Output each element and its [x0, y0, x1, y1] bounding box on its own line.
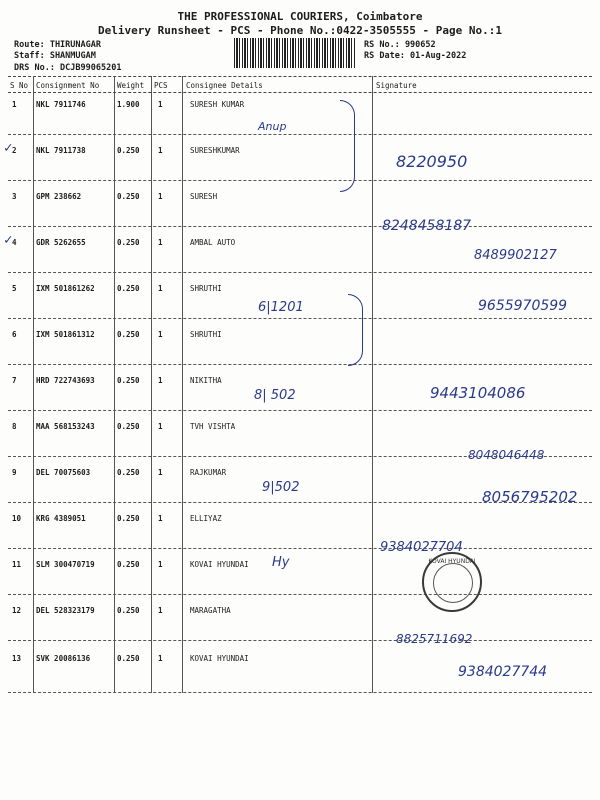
handwritten-annotation: Hy: [272, 555, 290, 570]
checkmark-icon: ✓: [4, 140, 13, 156]
row-pcs: 1: [158, 606, 163, 615]
col-header-signature: Signature: [376, 81, 417, 90]
row-consignment: IXM 501861312: [36, 330, 95, 339]
row-divider: [8, 594, 592, 595]
row-sno: 2: [12, 146, 17, 155]
row-weight: 0.250: [117, 192, 140, 201]
company-stamp: [422, 552, 482, 612]
handwritten-signature: 9384027704: [380, 540, 463, 555]
row-consignment: NKL 7911746: [36, 100, 86, 109]
row-consignment: MAA 568153243: [36, 422, 95, 431]
column-divider: [182, 76, 183, 693]
handwritten-annotation: Anup: [258, 120, 287, 133]
row-consignee: TVH VISHTA: [190, 422, 236, 431]
row-weight: 0.250: [117, 376, 140, 385]
handwritten-signature: 9384027744: [458, 664, 548, 680]
row-consignee: NIKITHA: [190, 376, 222, 385]
row-consignment: DEL 70075603: [36, 468, 91, 477]
row-consignment: SVK 20086136: [36, 654, 91, 663]
row-weight: 0.250: [117, 514, 140, 523]
row-pcs: 1: [158, 654, 163, 663]
row-weight: 0.250: [117, 606, 140, 615]
row-consignee: AMBAL AUTO: [190, 238, 236, 247]
row-divider: [8, 272, 592, 273]
row-consignee: SHRUTHI: [190, 330, 222, 339]
row-consignee: KOVAI HYUNDAI: [190, 654, 249, 663]
barcode-image: [234, 38, 356, 68]
handwritten-signature: 9443104086: [430, 384, 526, 402]
handwritten-signature: 8489902127: [474, 248, 557, 263]
handwritten-signature: 8825711692: [396, 632, 473, 646]
rs-date: RS Date: 01-Aug-2022: [364, 51, 467, 61]
row-sno: 1: [12, 100, 17, 109]
handwritten-bracket: [340, 100, 355, 192]
row-sno: 10: [12, 514, 22, 523]
handwritten-annotation: 9|502: [262, 480, 300, 495]
row-divider: [8, 364, 592, 365]
rs-number: RS No.: 990652: [364, 40, 436, 50]
col-header-consignment: Consignment No: [36, 81, 100, 90]
row-weight: 0.250: [117, 238, 140, 247]
col-header-consignee: Consignee Details: [186, 81, 263, 90]
row-sno: 12: [12, 606, 22, 615]
row-weight: 0.250: [117, 284, 140, 293]
column-divider: [114, 76, 115, 693]
row-weight: 1.900: [117, 100, 140, 109]
handwritten-signature: 8248458187: [382, 218, 472, 234]
row-weight: 0.250: [117, 330, 140, 339]
handwritten-bracket: [348, 294, 363, 366]
row-pcs: 1: [158, 238, 163, 247]
row-weight: 0.250: [117, 422, 140, 431]
row-pcs: 1: [158, 146, 163, 155]
row-consignment: SLM 300470719: [36, 560, 95, 569]
row-sno: 8: [12, 422, 17, 431]
route-label: Route: THIRUNAGAR: [14, 40, 101, 50]
row-consignment: HRD 722743693: [36, 376, 95, 385]
row-consignment: DEL 528323179: [36, 606, 95, 615]
col-header-weight: Weight: [117, 81, 145, 90]
runsheet-subtitle: Delivery Runsheet - PCS - Phone No.:0422-3505555 - Page No.:1: [98, 24, 502, 37]
header-top-divider: [8, 76, 592, 77]
row-consignee: SURESH KUMAR: [190, 100, 245, 109]
checkmark-icon: ✓: [4, 232, 13, 248]
row-pcs: 1: [158, 284, 163, 293]
row-consignment: KRG 4389051: [36, 514, 86, 523]
row-divider: [8, 692, 592, 693]
handwritten-signature: 9655970599: [478, 298, 568, 314]
row-weight: 0.250: [117, 146, 140, 155]
row-weight: 0.250: [117, 654, 140, 663]
handwritten-annotation: 6|1201: [258, 300, 304, 315]
row-pcs: 1: [158, 192, 163, 201]
row-consignment: NKL 7911738: [36, 146, 86, 155]
row-consignment: IXM 501861262: [36, 284, 95, 293]
row-divider: [8, 548, 592, 549]
handwritten-signature: 8048046448: [468, 448, 545, 462]
row-sno: 3: [12, 192, 17, 201]
row-pcs: 1: [158, 100, 163, 109]
row-weight: 0.250: [117, 560, 140, 569]
row-consignee: KOVAI HYUNDAI: [190, 560, 249, 569]
row-sno: 4: [12, 238, 17, 247]
row-weight: 0.250: [117, 468, 140, 477]
handwritten-annotation: 8| 502: [254, 388, 296, 403]
row-consignee: MARAGATHA: [190, 606, 231, 615]
row-consignment: GPM 238662: [36, 192, 82, 201]
row-sno: 7: [12, 376, 17, 385]
row-pcs: 1: [158, 330, 163, 339]
row-divider: [8, 226, 592, 227]
row-pcs: 1: [158, 376, 163, 385]
column-divider: [372, 76, 373, 693]
header-bottom-divider: [8, 92, 592, 93]
row-sno: 9: [12, 468, 17, 477]
row-consignee: RAJKUMAR: [190, 468, 227, 477]
drs-number: DRS No.: DCJB99065201: [14, 63, 122, 73]
row-pcs: 1: [158, 468, 163, 477]
row-divider: [8, 318, 592, 319]
row-divider: [8, 640, 592, 641]
staff-label: Staff: SHANMUGAM: [14, 51, 96, 61]
row-consignee: SURESH: [190, 192, 218, 201]
row-consignment: GDR 5262655: [36, 238, 86, 247]
col-header-pcs: PCS: [154, 81, 168, 90]
row-consignee: SHRUTHI: [190, 284, 222, 293]
row-sno: 6: [12, 330, 17, 339]
row-pcs: 1: [158, 514, 163, 523]
stamp-inner-ring: [433, 563, 473, 603]
row-sno: 5: [12, 284, 17, 293]
column-divider: [33, 76, 34, 693]
row-divider: [8, 134, 592, 135]
col-header-sno: S No: [10, 81, 29, 90]
row-sno: 13: [12, 654, 22, 663]
stamp-label: KOVAI HYUNDAI: [428, 558, 476, 565]
column-divider: [151, 76, 152, 693]
handwritten-signature: 8056795202: [482, 488, 578, 506]
company-title: THE PROFESSIONAL COURIERS, Coimbatore: [177, 10, 423, 23]
row-consignee: SURESHKUMAR: [190, 146, 240, 155]
row-divider: [8, 410, 592, 411]
row-divider: [8, 180, 592, 181]
row-consignee: ELLIYAZ: [190, 514, 222, 523]
row-pcs: 1: [158, 560, 163, 569]
handwritten-signature: 8220950: [396, 152, 468, 171]
row-sno: 11: [12, 560, 22, 569]
row-pcs: 1: [158, 422, 163, 431]
